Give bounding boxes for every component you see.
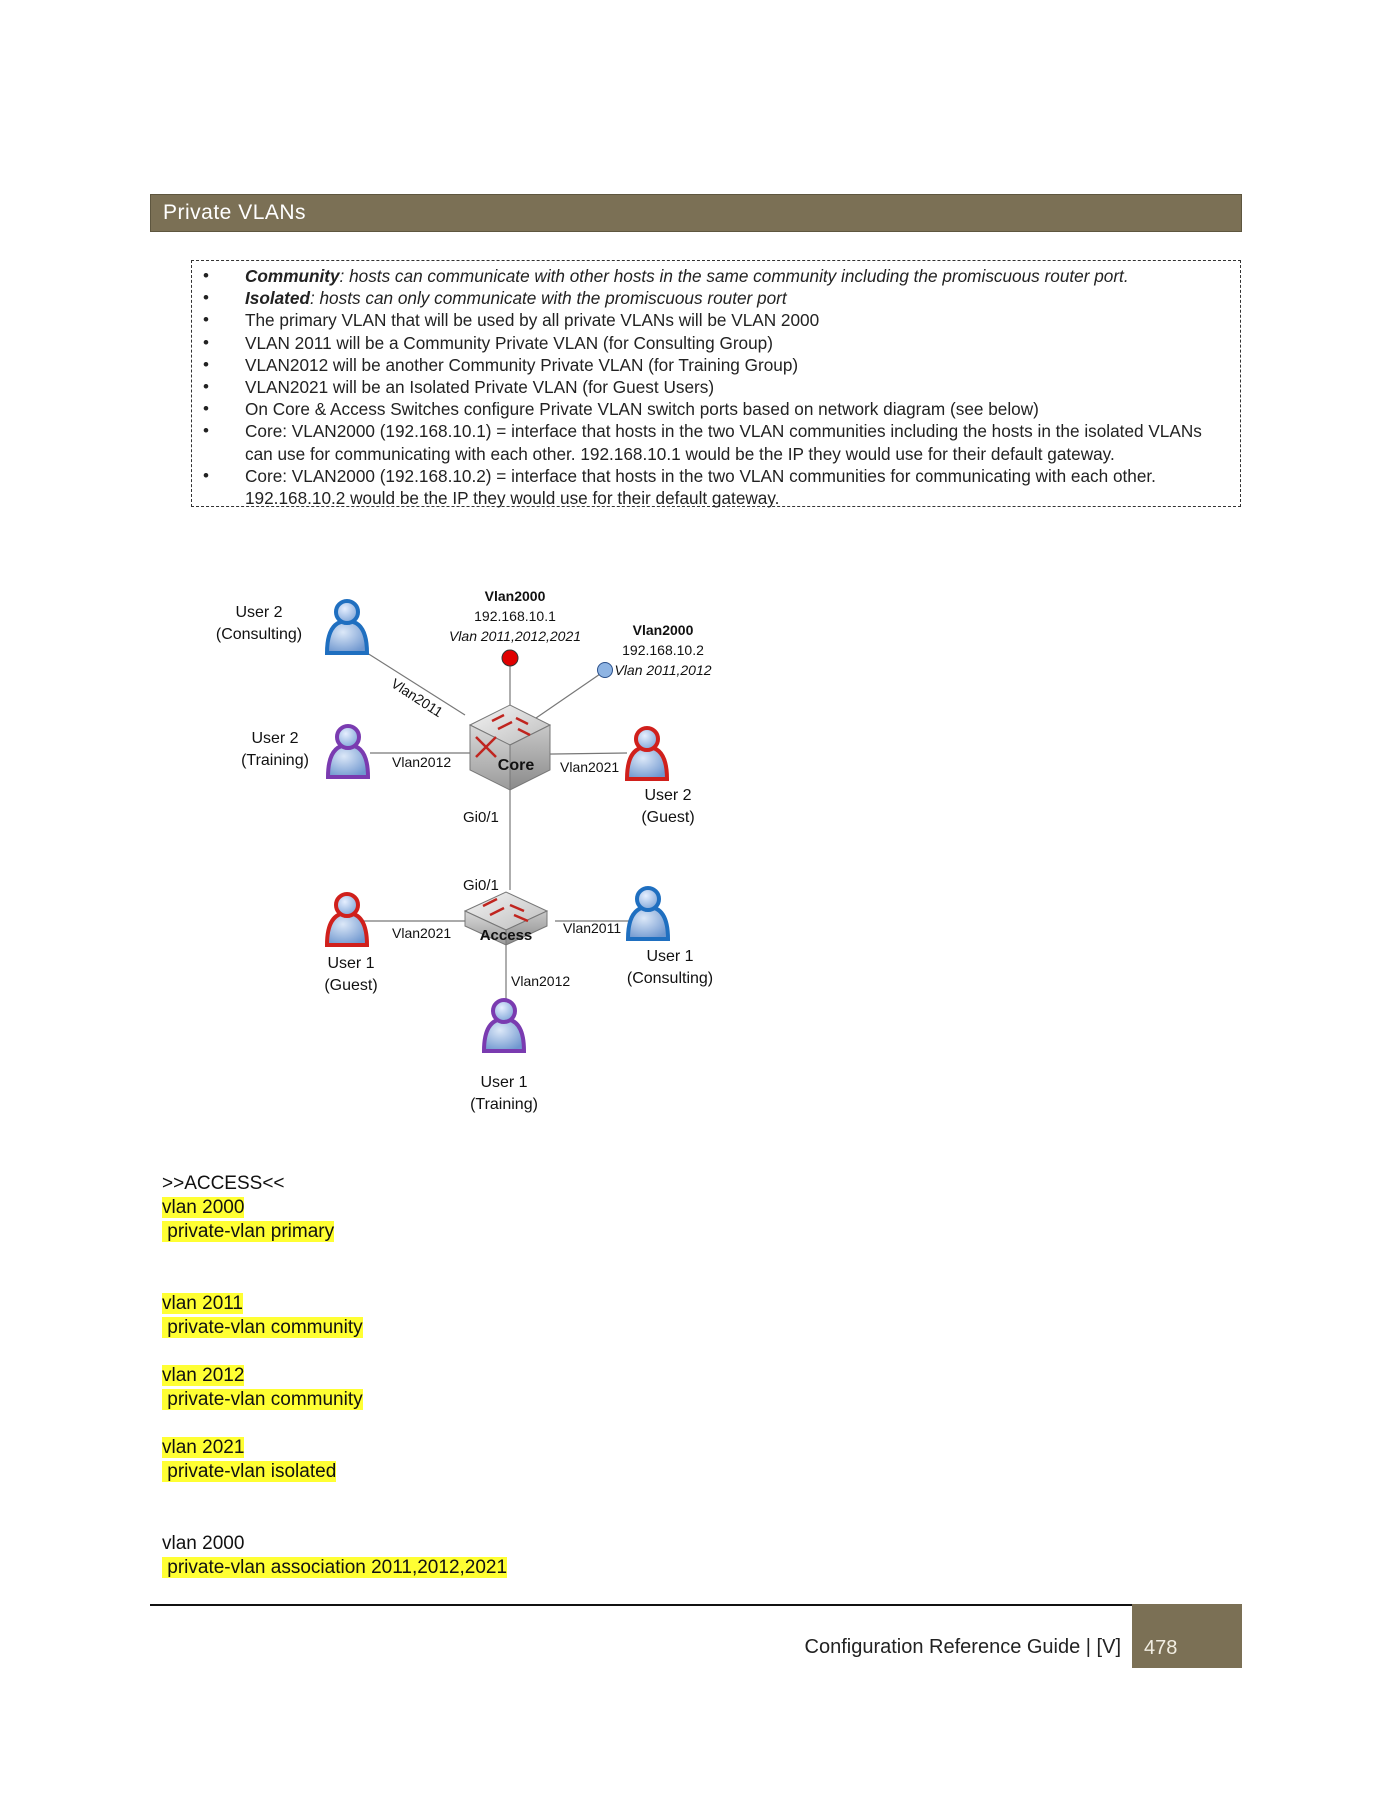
- config-line: vlan 2012: [162, 1365, 245, 1386]
- label-link-access-training: Vlan2012: [511, 973, 571, 989]
- label-access-port: Gi0/1: [463, 877, 499, 894]
- label-link-core-consulting: Vlan2011: [388, 675, 446, 721]
- svi2-vlans: Vlan 2011,2012: [614, 662, 712, 678]
- config-line: private-vlan association 2011,2012,2021: [162, 1557, 508, 1578]
- bullet-item: • Core: VLAN2000 (192.168.10.2) = interface that hosts in the two VLAN communities for communicating with each other. 192.168.10.2 would be the IP they would use for their default gateway.: [192, 465, 1240, 509]
- bullet-item: [192, 287, 1240, 309]
- label-link-access-consulting: Vlan2011: [563, 920, 622, 936]
- access-switch-icon: [465, 892, 547, 945]
- user2-guest-name: User 2: [644, 787, 692, 804]
- svi2-dot: [598, 663, 613, 678]
- page-number: 478: [1132, 1604, 1242, 1668]
- bullet-text: : hosts can communicate with other hosts in the same community including the promiscuous router port.: [339, 266, 1129, 286]
- config-line: vlan 2000: [162, 1533, 245, 1554]
- config-line: vlan 2021: [162, 1437, 245, 1458]
- user1-training-name: User 1: [480, 1074, 528, 1091]
- access-label: Access: [479, 927, 533, 944]
- user2-consulting-name: User 2: [235, 604, 283, 621]
- config-line: private-vlan primary: [162, 1221, 335, 1242]
- bullet-item: • VLAN2012 will be another Community Private VLAN (for Training Group): [192, 354, 1240, 376]
- svi1-ip: 192.168.10.1: [474, 608, 556, 624]
- bullet-item: • VLAN 2011 will be a Community Private VLAN (for Consulting Group): [192, 332, 1240, 354]
- bullet-text: : hosts can only communicate with the promiscuous router port: [309, 288, 787, 309]
- config-line: private-vlan community: [162, 1317, 363, 1338]
- bullet-term: Community: [245, 266, 340, 286]
- user1-consulting-group: (Consulting): [626, 970, 714, 987]
- svi1-name: Vlan2000: [484, 588, 546, 604]
- user2-guest-group: (Guest): [641, 809, 695, 826]
- user2-training-group: (Training): [241, 752, 309, 769]
- user1-consulting-name: User 1: [646, 948, 694, 965]
- svi2-ip: 192.168.10.2: [622, 642, 704, 658]
- svi1-vlans: Vlan 2011,2012,2021: [448, 628, 582, 644]
- bullet-item: [192, 265, 1240, 287]
- config-line: private-vlan isolated: [162, 1461, 337, 1482]
- network-diagram: [180, 565, 740, 1135]
- user2-training-icon: [328, 726, 368, 777]
- requirements-box: [191, 260, 1241, 507]
- access-config: [162, 1172, 862, 1580]
- section-title: Private VLANs: [150, 194, 1242, 232]
- user1-consulting-icon: [628, 888, 668, 939]
- label-link-core-training: Vlan2012: [392, 754, 452, 770]
- config-line: vlan 2011: [162, 1293, 243, 1314]
- core-label: Core: [497, 757, 535, 774]
- config-header: >>ACCESS<<: [162, 1173, 285, 1194]
- user2-training-name: User 2: [251, 730, 299, 747]
- bullet-item: • VLAN2021 will be an Isolated Private VLAN (for Guest Users): [192, 376, 1240, 398]
- core-switch-icon: [470, 705, 550, 790]
- label-link-access-guest: Vlan2021: [392, 925, 452, 941]
- footer-divider: [150, 1604, 1132, 1606]
- user2-consulting-group: (Consulting): [215, 626, 303, 643]
- user1-guest-name: User 1: [327, 955, 375, 972]
- svi2-name: Vlan2000: [632, 622, 694, 638]
- user1-training-group: (Training): [470, 1096, 538, 1113]
- footer-guide-title: Configuration Reference Guide | [V]: [804, 1636, 1121, 1658]
- bullet-item: • Core: VLAN2000 (192.168.10.1) = interface that hosts in the two VLAN communities including the hosts in the isolated VLANs can use for communicating with each other. 192.168.10.1 would be the IP they would use for their default gateway.: [192, 420, 1240, 464]
- user1-training-icon: [484, 1000, 524, 1051]
- user2-guest-icon: [627, 728, 667, 779]
- user1-guest-icon: [327, 894, 367, 945]
- bullet-item: • On Core & Access Switches configure Private VLAN switch ports based on network diagram (see below): [192, 398, 1240, 420]
- user2-consulting-icon: [327, 601, 367, 653]
- config-line: vlan 2000: [162, 1197, 245, 1218]
- bullet-term: Isolated: [245, 288, 310, 309]
- label-core-port: Gi0/1: [463, 809, 499, 826]
- user1-guest-group: (Guest): [324, 977, 378, 994]
- config-line: private-vlan community: [162, 1389, 363, 1410]
- svi1-dot: [502, 650, 518, 666]
- label-link-core-guest: Vlan2021: [560, 759, 620, 775]
- bullet-item: • The primary VLAN that will be used by all private VLANs will be VLAN 2000: [192, 309, 1240, 331]
